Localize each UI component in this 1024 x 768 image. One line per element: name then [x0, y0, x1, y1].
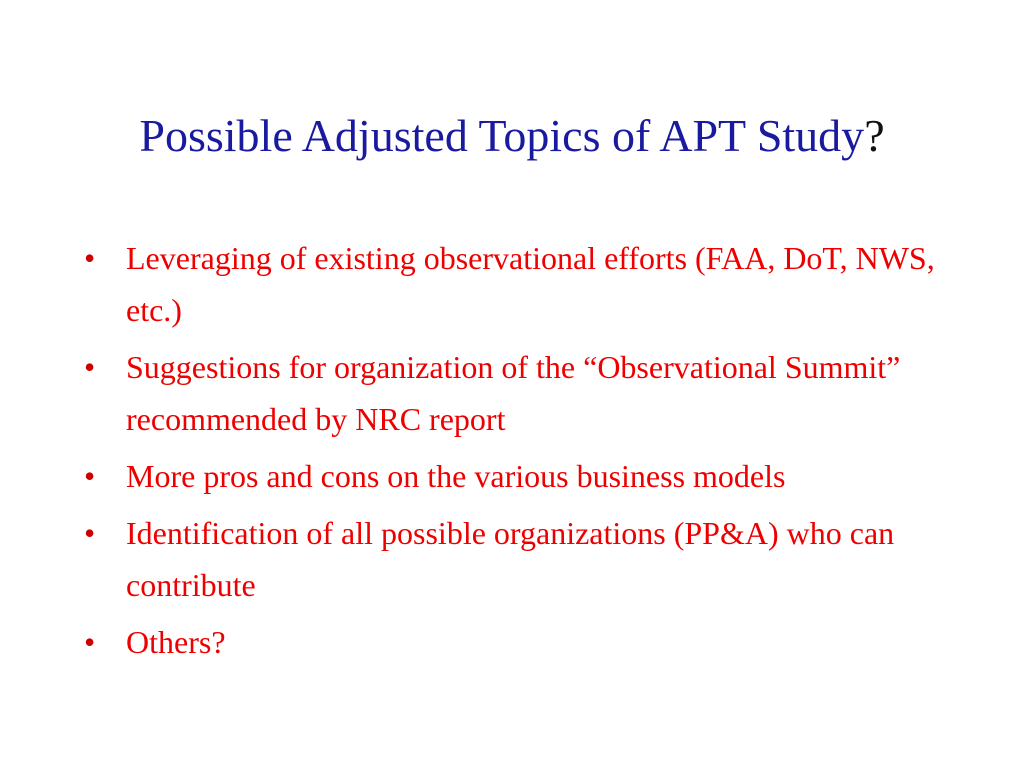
- bullet-item: [84, 616, 964, 668]
- bullet-text: Identification of all possible organizations (PP&A) who can contribute: [126, 515, 895, 603]
- bullet-item: [84, 507, 964, 611]
- bullet-text: Others?: [126, 624, 226, 660]
- bullet-icon: •: [84, 624, 96, 660]
- bullet-text: Leveraging of existing observational efforts (FAA, DoT, NWS, etc.): [126, 240, 935, 328]
- bullet-icon: •: [84, 458, 96, 494]
- bullet-item: [84, 232, 964, 336]
- slide-title-text: Possible Adjusted Topics of APT Study: [139, 110, 865, 161]
- bullet-item: [84, 341, 964, 445]
- slide-title-question-mark: ?: [864, 110, 885, 161]
- bullet-item: [84, 450, 964, 502]
- bullet-icon: •: [84, 349, 96, 385]
- bullet-list: [84, 232, 964, 673]
- bullet-text: More pros and cons on the various business models: [126, 458, 786, 494]
- bullet-icon: •: [84, 240, 96, 276]
- slide-title: [0, 108, 1024, 164]
- bullet-text: Suggestions for organization of the “Observational Summit” recommended by NRC report: [126, 349, 901, 437]
- bullet-icon: •: [84, 515, 96, 551]
